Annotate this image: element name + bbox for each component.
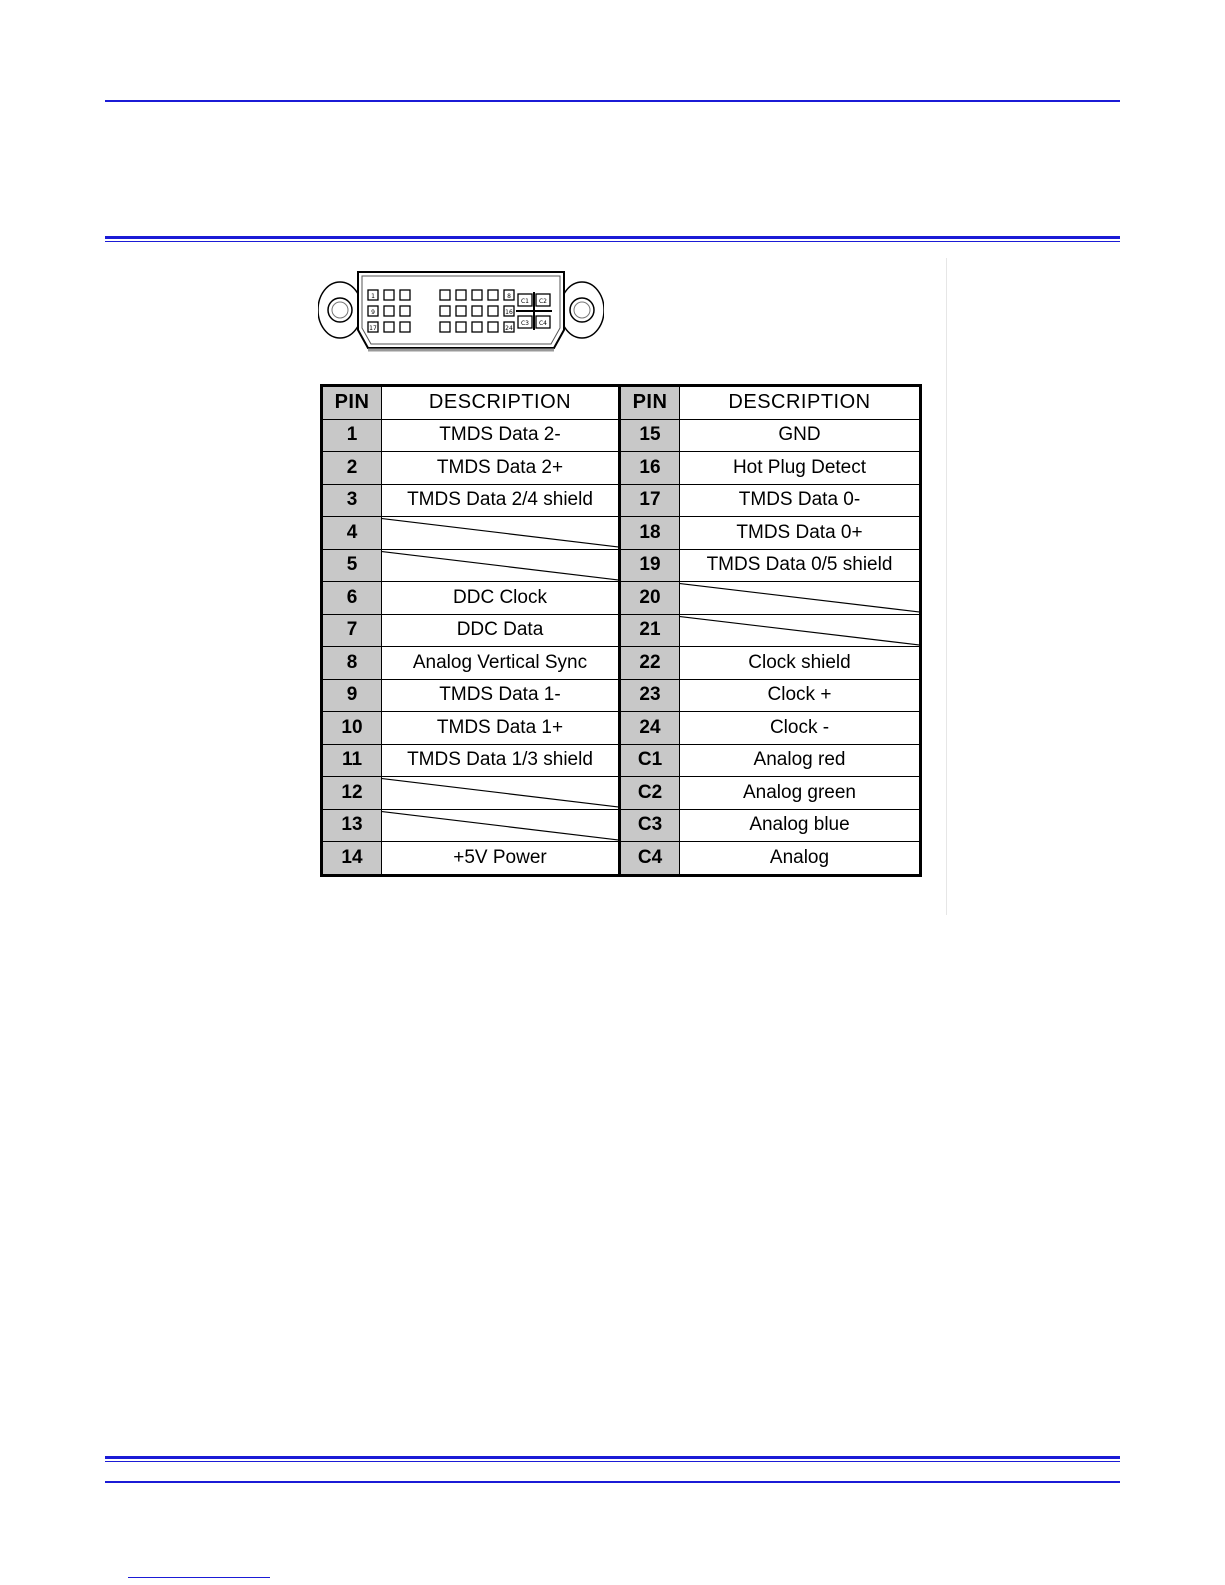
footer-rule xyxy=(105,1456,1120,1459)
pin-description: DDC Clock xyxy=(382,582,620,615)
header-rule xyxy=(105,100,1120,102)
pin-number: 7 xyxy=(322,614,382,647)
pin-description: +5V Power xyxy=(382,842,620,876)
pin-description: Clock shield xyxy=(680,647,921,680)
header-description-left: DESCRIPTION xyxy=(382,386,620,420)
pin-number: 20 xyxy=(620,582,680,615)
table-row xyxy=(322,484,921,517)
pin-description: Analog blue xyxy=(680,809,921,842)
pin-number: 11 xyxy=(322,744,382,777)
svg-text:16: 16 xyxy=(505,309,513,316)
pin-description: TMDS Data 0- xyxy=(680,484,921,517)
pin-description: Clock + xyxy=(680,679,921,712)
pin-number: 3 xyxy=(322,484,382,517)
header-description-right: DESCRIPTION xyxy=(680,386,921,420)
pin-assignment-table xyxy=(320,384,922,877)
table-row xyxy=(322,419,921,452)
table-row xyxy=(322,452,921,485)
header-pin-right: PIN xyxy=(620,386,680,420)
pin-number: 1 xyxy=(322,419,382,452)
not-connected-cell xyxy=(680,614,921,647)
pin-description: Analog green xyxy=(680,777,921,810)
pin-number: 23 xyxy=(620,679,680,712)
table-row xyxy=(322,614,921,647)
pin-description: TMDS Data 2- xyxy=(382,419,620,452)
pin-number: 4 xyxy=(322,517,382,550)
svg-text:9: 9 xyxy=(371,309,375,316)
pin-description: TMDS Data 1- xyxy=(382,679,620,712)
svg-text:24: 24 xyxy=(505,325,513,332)
pin-number: C2 xyxy=(620,777,680,810)
pin-description: Hot Plug Detect xyxy=(680,452,921,485)
pin-number: 13 xyxy=(322,809,382,842)
table-row xyxy=(322,842,921,876)
table-row xyxy=(322,712,921,745)
footer-rule-thin xyxy=(105,1461,1120,1462)
table-row xyxy=(322,809,921,842)
footer-rule-lower xyxy=(105,1481,1120,1483)
pin-number: 2 xyxy=(322,452,382,485)
table-row xyxy=(322,679,921,712)
dvi-i-connector-icon xyxy=(318,270,604,358)
table-row xyxy=(322,744,921,777)
table-row xyxy=(322,549,921,582)
pin-number: 19 xyxy=(620,549,680,582)
section-rule xyxy=(105,236,1120,239)
pin-number: C1 xyxy=(620,744,680,777)
table-row xyxy=(322,517,921,550)
not-connected-cell xyxy=(382,517,620,550)
section-rule-thin xyxy=(105,241,1120,242)
header-pin-left: PIN xyxy=(322,386,382,420)
pin-number: 14 xyxy=(322,842,382,876)
table-row xyxy=(322,582,921,615)
svg-text:C3: C3 xyxy=(520,320,530,327)
pin-number: 17 xyxy=(620,484,680,517)
pin-number: 10 xyxy=(322,712,382,745)
pin-description: Clock - xyxy=(680,712,921,745)
not-connected-cell xyxy=(680,582,921,615)
svg-text:C1: C1 xyxy=(520,298,530,305)
not-connected-cell xyxy=(382,809,620,842)
pin-description: Analog red xyxy=(680,744,921,777)
pin-number: 8 xyxy=(322,647,382,680)
not-connected-cell xyxy=(382,777,620,810)
pin-description: Analog xyxy=(680,842,921,876)
table-row xyxy=(322,777,921,810)
pin-number: 6 xyxy=(322,582,382,615)
pin-number: 18 xyxy=(620,517,680,550)
pin-description: TMDS Data 1/3 shield xyxy=(382,744,620,777)
pin-number: 24 xyxy=(620,712,680,745)
svg-text:1: 1 xyxy=(371,293,375,300)
pin-number: C3 xyxy=(620,809,680,842)
pin-number: 22 xyxy=(620,647,680,680)
svg-text:C4: C4 xyxy=(538,320,548,327)
pin-description: Analog Vertical Sync xyxy=(382,647,620,680)
pin-number: 21 xyxy=(620,614,680,647)
pin-number: 9 xyxy=(322,679,382,712)
pin-number: 15 xyxy=(620,419,680,452)
table-header-row xyxy=(322,386,921,420)
figure-panel-edge xyxy=(946,258,947,915)
svg-text:8: 8 xyxy=(507,293,511,300)
pin-description: TMDS Data 2/4 shield xyxy=(382,484,620,517)
pin-number: 5 xyxy=(322,549,382,582)
footnote-separator xyxy=(128,1577,270,1578)
pin-description: TMDS Data 1+ xyxy=(382,712,620,745)
pin-description: GND xyxy=(680,419,921,452)
pin-number: 12 xyxy=(322,777,382,810)
pin-description: DDC Data xyxy=(382,614,620,647)
table-row xyxy=(322,647,921,680)
pin-description: TMDS Data 2+ xyxy=(382,452,620,485)
pin-number: C4 xyxy=(620,842,680,876)
pin-number: 16 xyxy=(620,452,680,485)
not-connected-cell xyxy=(382,549,620,582)
pin-description: TMDS Data 0/5 shield xyxy=(680,549,921,582)
svg-text:17: 17 xyxy=(369,325,377,332)
pin-description: TMDS Data 0+ xyxy=(680,517,921,550)
svg-text:C2: C2 xyxy=(538,298,548,305)
